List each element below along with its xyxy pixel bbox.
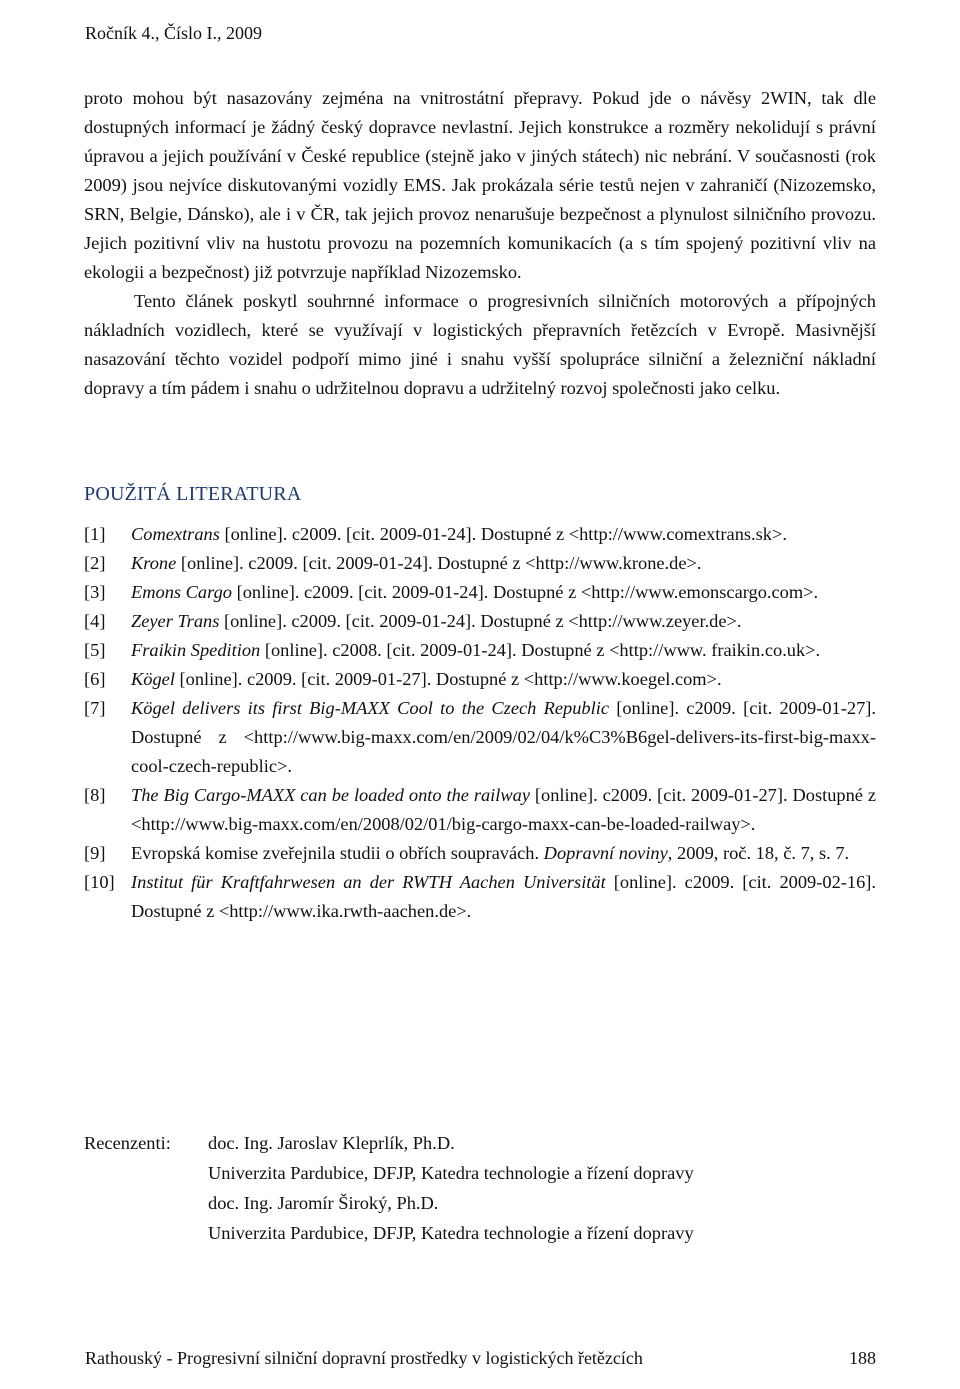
reference-title: Fraikin Spedition [131,640,261,660]
reference-item [84,868,876,926]
reference-number: [6] [84,669,106,689]
reference-number: [8] [84,785,106,805]
reference-details: [online]. c2009. [cit. 2009-01-24]. Dostupné z <http://www.zeyer.de>. [219,611,742,631]
reference-title: Zeyer Trans [131,611,220,631]
reference-number: [9] [84,843,106,863]
reference-list [84,520,876,926]
reference-item [84,549,876,578]
reference-details: [online]. c2009. [cit. 2009-02-16]. Dostupné z <http://www.ika.rwth-aachen.de>. [131,872,876,921]
reference-title: The Big Cargo-MAXX can be loaded onto the railway [131,785,531,805]
reference-details: , 2009, roč. 18, č. 7, s. 7. [667,843,850,863]
references-title: POUŽITÁ LITERATURA [84,483,302,505]
reference-title: Krone [131,553,177,573]
reviewer-affiliation: Univerzita Pardubice, DFJP, Katedra technologie a řízení dopravy [208,1163,694,1183]
reference-item [84,839,876,868]
reference-item [84,694,876,781]
reference-item [84,636,876,665]
reference-title: Kögel [131,669,175,689]
reference-details: [online]. c2009. [cit. 2009-01-24]. Dostupné z <http://www.emonscargo.com>. [232,582,819,602]
reference-title: Emons Cargo [131,582,232,602]
reference-number: [4] [84,611,106,631]
reference-item [84,781,876,839]
paragraph-1: proto mohou být nasazovány zejména na vnitrostátní přepravy. Pokud jde o návěsy 2WIN, tak dle dostupných informací je žádný český dopravce nevlastní. Jejich konstrukce a rozměry nekolidují s právní úpravou a jejich používání v České republice (stejně jako v jiných státech) nic nebrání. V současnosti (rok 2009) jsou nejvíce diskutovanými vozidly EMS. Jak prokázala série testů nejen v zahraničí (Nizozemsko, SRN, Belgie, Dánsko), ale i v ČR, tak jejich provoz nenarušuje bezpečnost a plynulost silničního provozu. Jejich pozitivní vliv na hustotu provozu na pozemních komunikacích (a s tím spojený pozitivní vliv na ekologii a bezpečnost) již potvrzuje například Nizozemsko. [84,88,876,282]
reviewers-list [208,1128,694,1248]
reference-number: [5] [84,640,106,660]
reference-item [84,607,876,636]
reference-details: [online]. c2008. [cit. 2009-01-24]. Dostupné z <http://www. fraikin.co.uk>. [260,640,821,660]
reviewer-name: doc. Ing. Jaromír Široký, Ph.D. [208,1193,439,1213]
reference-number: [3] [84,582,106,602]
reviewers-label: Recenzenti: [84,1133,171,1153]
footer-title: Rathouský - Progresivní silniční dopravní prostředky v logistických řetězcích [85,1348,643,1368]
reference-number: [7] [84,698,106,718]
reference-number: [10] [84,872,115,892]
reference-details: [online]. c2009. [cit. 2009-01-24]. Dostupné z <http://www.krone.de>. [176,553,702,573]
reference-details: [online]. c2009. [cit. 2009-01-27]. Dostupné z <http://www.big-maxx.com/en/2009/02/04/k%C3%B6gel-delivers-its-first-big-maxx-cool-czech-republic>. [131,698,876,776]
reference-number: [2] [84,553,106,573]
reference-details: [online]. c2009. [cit. 2009-01-27]. Dostupné z <http://www.big-maxx.com/en/2008/02/01/big-cargo-maxx-can-be-loaded-railway>. [131,785,877,834]
reviewer-affiliation: Univerzita Pardubice, DFJP, Katedra technologie a řízení dopravy [208,1223,694,1243]
reference-title: Dopravní noviny [543,843,668,863]
reference-details: [online]. c2009. [cit. 2009-01-24]. Dostupné z <http://www.comextrans.sk>. [219,524,787,544]
reference-item [84,578,876,607]
reference-item [84,520,876,549]
reference-preamble: Evropská komise zveřejnila studii o obřích soupravách. [131,843,544,863]
page-number: 188 [849,1348,876,1368]
reference-title: Comextrans [131,524,220,544]
paragraph-2: Tento článek poskytl souhrnné informace o progresivních silničních motorových a přípojných nákladních vozidlech, které se využívají v logistických přepravních řetězcích v Evropě. Masivnější nasazování těchto vozidel podpoří mimo jiné i snahu vyšší spolupráce silniční a železniční nákladní dopravy a tím pádem i snahu o udržitelnou dopravu a udržitelný rozvoj společnosti jako celku. [84,291,876,398]
reference-item [84,665,876,694]
reviewer-name: doc. Ing. Jaroslav Kleprlík, Ph.D. [208,1133,455,1153]
reference-number: [1] [84,524,106,544]
reference-title: Kögel delivers its first Big-MAXX Cool to the Czech Republic [131,698,609,718]
reference-details: [online]. c2009. [cit. 2009-01-27]. Dostupné z <http://www.koegel.com>. [174,669,722,689]
body-text [84,84,876,403]
running-head: Ročník 4., Číslo I., 2009 [85,23,263,43]
reference-title: Institut für Kraftfahrwesen an der RWTH Aachen Universität [131,872,606,892]
